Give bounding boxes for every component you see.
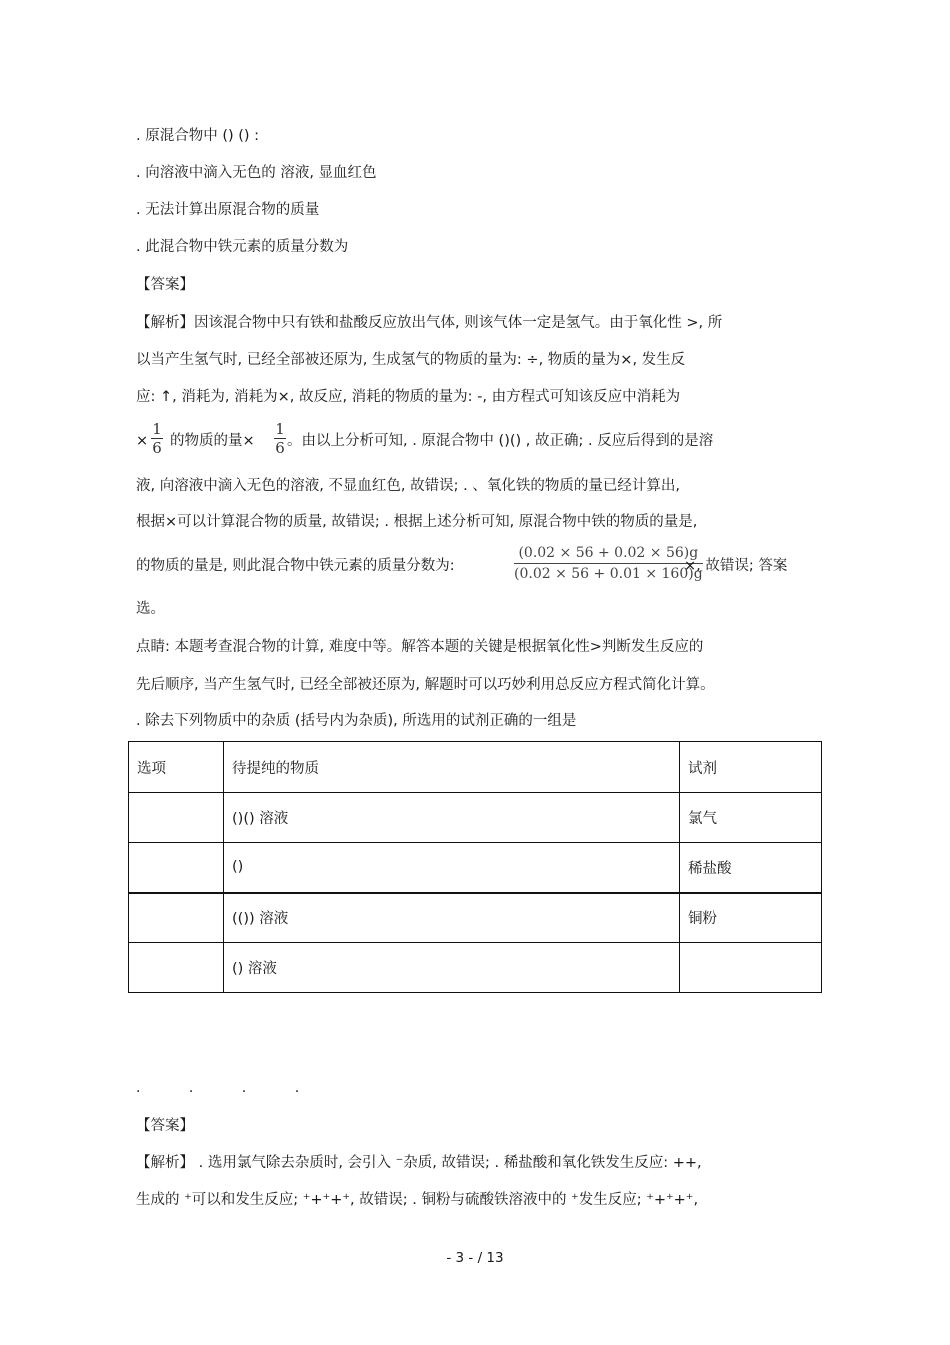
analysis-line-1: 【解析】因该混合物中只有铁和盐酸反应放出气体, 则该气体一定是氢气。由于氧化性 >, 所 — [136, 315, 723, 331]
table-cell — [129, 793, 224, 843]
table-row — [129, 843, 822, 893]
table-cell: 氯气 — [680, 793, 822, 843]
analysis-line-7-tail: ×, 故错误; 答案 — [684, 558, 788, 574]
table-cell: (()) 溶液 — [224, 893, 680, 943]
comment-line-2: 先后顺序, 当产生氢气时, 已经全部被还原为, 解题时可以巧妙利用总反应方程式简化计算。 — [136, 677, 715, 693]
table-cell: 铜粉 — [680, 893, 822, 943]
analysis2-line-2: 生成的 ⁺可以和发生反应; ⁺+⁺+⁺, 故错误; . 铜粉与硫酸铁溶液中的 ⁺发生反应; ⁺+⁺+⁺, — [136, 1192, 699, 1208]
analysis-line-4a: 的物质的量× — [170, 433, 255, 449]
table-header-cell: 待提纯的物质 — [224, 742, 680, 793]
analysis-line-8: 选。 — [136, 601, 165, 617]
table-cell — [129, 893, 224, 943]
one-sixth-fraction-2: $\frac{1}{6}$ — [275, 420, 285, 457]
option-a-line: . 原混合物中 () () : — [136, 128, 260, 144]
table-row — [129, 893, 822, 943]
analysis-line-2: 以当产生氢气时, 已经全部被还原为, 生成氢气的物质的量为: ÷, 物质的量为×, 发生反 — [136, 352, 686, 368]
choice-dots: . . . . — [136, 1080, 322, 1096]
option-d-line: . 此混合物中铁元素的质量分数为 — [136, 239, 349, 255]
table-cell — [129, 843, 224, 893]
table-cell: () 溶液 — [224, 943, 680, 993]
reagent-table — [128, 741, 822, 993]
table-row — [129, 793, 822, 843]
analysis2-line-1: 【解析】 . 选用氯气除去杂质时, 会引入 ⁻杂质, 故错误; . 稀盐酸和氧化铁发生反应: ++, — [136, 1155, 702, 1171]
table-cell — [680, 943, 822, 993]
answer-label-2: 【答案】 — [136, 1118, 194, 1134]
analysis-line-3: 应: ↑, 消耗为, 消耗为×, 故反应, 消耗的物质的量为: -, 由方程式可知该反应中消耗为 — [136, 389, 681, 405]
option-c-line: . 无法计算出原混合物的质量 — [136, 202, 320, 218]
table-header-cell: 试剂 — [680, 742, 822, 793]
table-cell — [129, 943, 224, 993]
table-header-row — [129, 742, 822, 793]
analysis-line-4b: 。由以上分析可知, . 原混合物中 ()() , 故正确; . 反应后得到的是溶 — [287, 433, 714, 449]
page-number: - 3 - / 13 — [446, 1250, 504, 1266]
table-header-cell: 选项 — [129, 742, 224, 793]
table-row — [129, 943, 822, 993]
option-b-line: . 向溶液中滴入无色的 溶液, 显血红色 — [136, 165, 377, 181]
question-stem: . 除去下列物质中的杂质 (括号内为杂质), 所选用的试剂正确的一组是 — [136, 713, 577, 729]
analysis-line-6: 根据×可以计算混合物的质量, 故错误; . 根据上述分析可知, 原混合物中铁的物质的量是, — [136, 514, 698, 530]
mass-fraction-formula: $\frac{(0.02 \times 56 + 0.02 \times 56)g}{(0.02 \times 56 + 0.01 \times 160)g}$ — [514, 545, 703, 582]
times-symbol: × — [136, 433, 149, 449]
table-cell: () — [224, 843, 680, 893]
answer-label: 【答案】 — [136, 277, 194, 293]
analysis-line-7: 的物质的量是, 则此混合物中铁元素的质量分数为: — [136, 558, 455, 574]
table-cell: ()() 溶液 — [224, 793, 680, 843]
one-sixth-fraction-1: $\frac{1}{6}$ — [152, 420, 162, 457]
table-cell: 稀盐酸 — [680, 843, 822, 893]
comment-line-1: 点睛: 本题考查混合物的计算, 难度中等。解答本题的关键是根据氧化性>判断发生反应的 — [136, 639, 704, 655]
analysis-line-5: 液, 向溶液中滴入无色的溶液, 不显血红色, 故错误; . 、氧化铁的物质的量已经计算出, — [136, 478, 680, 494]
